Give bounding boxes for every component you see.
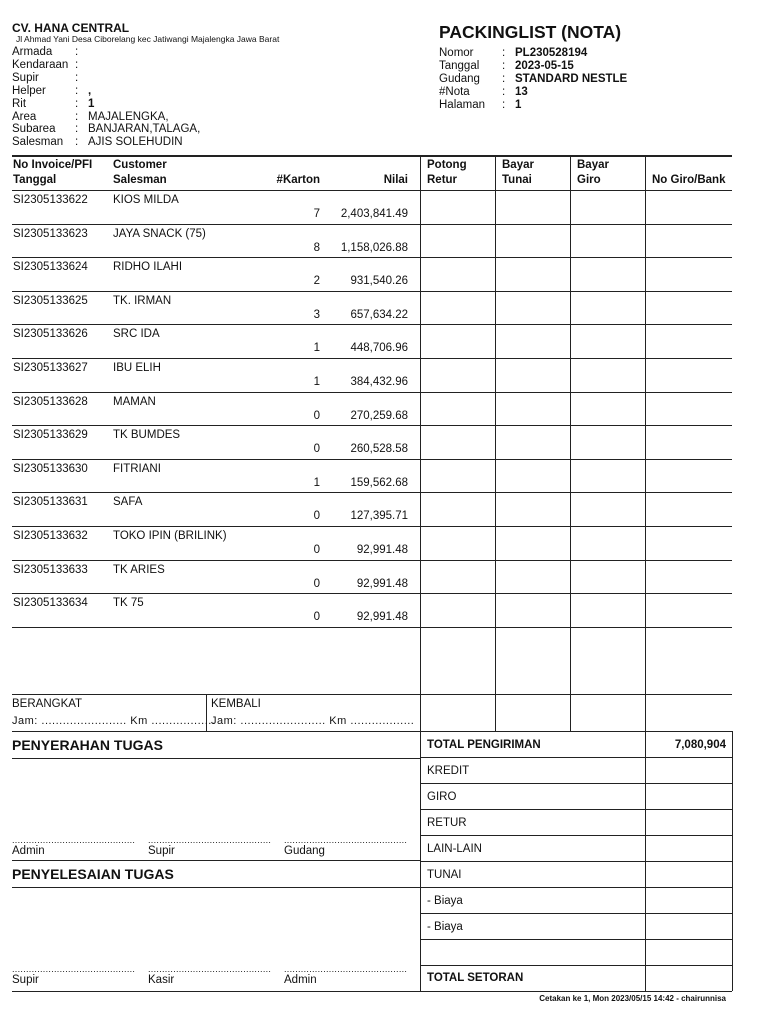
info-label: Subarea <box>12 123 56 136</box>
signature-label: Kasir <box>148 974 175 986</box>
trip-bottom-rule <box>12 731 732 732</box>
signature-line: ............................................ <box>148 964 272 974</box>
row-nilai: 2,403,841.49 <box>340 208 408 220</box>
header-nilai: Nilai <box>383 174 408 186</box>
signature-line: ............................................ <box>148 835 272 845</box>
penyelesaian-rule <box>12 887 420 888</box>
row-customer: MAMAN <box>113 395 156 408</box>
info-label: Armada <box>12 46 53 58</box>
doc-field-value: PL230528194 <box>515 47 588 59</box>
penyerahan-rule <box>12 758 420 759</box>
table-header-rule <box>12 190 732 191</box>
row-karton: 7 <box>313 208 320 220</box>
signature-label: Admin <box>284 974 317 986</box>
summary-item-rule <box>420 861 732 862</box>
total-setoran-label: TOTAL SETORAN <box>427 972 524 984</box>
info-colon: : <box>75 97 79 110</box>
column-divider <box>420 155 421 991</box>
row-nilai: 1,158,026.88 <box>340 241 408 254</box>
row-karton: 2 <box>313 275 320 288</box>
summary-rule <box>420 757 732 758</box>
summary-item-rule <box>420 939 732 940</box>
row-invoice: SI2305133634 <box>13 597 88 610</box>
row-customer: TK ARIES <box>113 563 165 576</box>
row-customer: IBU ELIH <box>113 362 161 374</box>
signature-line: ............................................ <box>12 964 136 974</box>
kembali-jam-km: Jam: ........................ Km .................. <box>211 715 415 727</box>
info-colon: : <box>75 123 79 136</box>
info-label: Salesman <box>12 136 64 149</box>
doc-field-colon: : <box>502 47 506 59</box>
row-karton: 0 <box>313 510 320 523</box>
header-bayar-giro: Bayar <box>577 159 609 171</box>
row-karton: 1 <box>313 376 320 388</box>
info-colon: : <box>75 84 79 97</box>
info-label: Kendaraan <box>12 58 69 71</box>
row-karton: 8 <box>313 241 320 254</box>
berangkat-label: BERANGKAT <box>12 698 83 710</box>
info-value: , <box>88 84 92 97</box>
header-retur: Retur <box>427 174 458 186</box>
row-invoice: SI2305133626 <box>13 328 88 341</box>
column-divider <box>570 155 571 731</box>
row-rule <box>12 224 732 225</box>
row-rule <box>12 358 732 359</box>
kembali-label: KEMBALI <box>211 698 261 710</box>
row-nilai: 657,634.22 <box>350 308 408 321</box>
print-footer: Cetakan ke 1, Mon 2023/05/15 14:42 - chairunnisa <box>539 994 726 1003</box>
summary-item-label: LAIN-LAIN <box>427 843 482 855</box>
row-customer: TOKO IPIN (BRILINK) <box>113 530 227 542</box>
row-customer: KIOS MILDA <box>113 194 179 206</box>
summary-right-border <box>732 731 733 991</box>
document-title: PACKINGLIST (NOTA) <box>439 22 622 42</box>
header-bayar-tunai: Bayar <box>502 159 534 171</box>
row-nilai: 448,706.96 <box>350 342 408 355</box>
row-nilai: 92,991.48 <box>356 577 408 590</box>
info-value: 1 <box>88 97 95 110</box>
header-invoice: No Invoice/PFI <box>13 159 93 171</box>
total-pengiriman-value: 7,080,904 <box>674 739 726 751</box>
info-colon: : <box>75 46 79 58</box>
company-name: CV. HANA CENTRAL <box>12 21 130 35</box>
header-salesman: Salesman <box>113 174 167 186</box>
row-invoice: SI2305133631 <box>13 496 88 509</box>
row-customer: FITRIANI <box>113 462 161 475</box>
signature-label: Supir <box>148 845 175 857</box>
info-colon: : <box>75 71 79 84</box>
row-karton: 0 <box>313 611 320 624</box>
row-karton: 0 <box>313 409 320 422</box>
row-nilai: 127,395.71 <box>350 510 408 523</box>
trip-top-rule <box>12 694 732 695</box>
row-nilai: 270,259.68 <box>350 409 408 422</box>
info-colon: : <box>75 110 79 123</box>
header-potong: Potong <box>427 159 467 171</box>
row-rule <box>12 324 732 325</box>
row-customer: TK BUMDES <box>113 429 181 442</box>
summary-item-rule <box>420 783 732 784</box>
row-karton: 0 <box>313 577 320 590</box>
row-invoice: SI2305133622 <box>13 194 88 206</box>
signature-label: Gudang <box>284 845 325 857</box>
row-rule <box>12 526 732 527</box>
row-nilai: 931,540.26 <box>350 275 408 288</box>
signature-line: ............................................ <box>12 835 136 845</box>
doc-field-colon: : <box>502 60 506 72</box>
row-rule <box>12 459 732 460</box>
row-nilai: 260,528.58 <box>350 443 408 456</box>
summary-item-label: TUNAI <box>427 869 462 881</box>
summary-item-rule <box>420 887 732 888</box>
row-invoice: SI2305133629 <box>13 429 88 442</box>
penyerahan-title: PENYERAHAN TUGAS <box>12 737 163 753</box>
column-divider <box>495 155 496 731</box>
row-rule <box>12 425 732 426</box>
info-value: AJIS SOLEHUDIN <box>88 136 183 149</box>
page-bottom-rule <box>12 991 732 992</box>
company-address: Jl Ahmad Yani Desa Ciborelang kec Jatiwangi Majalengka Jawa Barat <box>16 34 280 44</box>
info-label: Helper <box>12 84 46 97</box>
row-invoice: SI2305133625 <box>13 294 88 307</box>
doc-field-value: 1 <box>515 99 522 111</box>
row-invoice: SI2305133632 <box>13 530 88 542</box>
penyelesaian-title: PENYELESAIAN TUGAS <box>12 866 174 882</box>
doc-field-value: STANDARD NESTLE <box>515 73 628 85</box>
summary-item-label: - Biaya <box>427 921 463 933</box>
signature-label: Admin <box>12 845 45 857</box>
doc-field-label: Gudang <box>439 73 480 85</box>
doc-field-colon: : <box>502 73 506 85</box>
signature-label: Supir <box>12 974 39 986</box>
info-value: BANJARAN,TALAGA, <box>88 123 201 136</box>
signature-line: ............................................ <box>284 835 408 845</box>
header-giro: Giro <box>577 174 601 186</box>
row-karton: 1 <box>313 342 320 355</box>
row-invoice: SI2305133624 <box>13 261 88 274</box>
doc-field-value: 13 <box>515 86 528 98</box>
header-no-giro-bank: No Giro/Bank <box>652 174 726 186</box>
info-colon: : <box>75 136 79 149</box>
row-rule <box>12 627 732 628</box>
row-customer: SAFA <box>113 496 143 509</box>
signature-line: ............................................ <box>284 964 408 974</box>
doc-field-colon: : <box>502 86 506 98</box>
row-rule <box>12 392 732 393</box>
doc-field-label: #Nota <box>439 86 470 98</box>
summary-item-label: RETUR <box>427 817 467 829</box>
doc-field-label: Nomor <box>439 47 474 59</box>
doc-field-label: Tanggal <box>439 60 480 72</box>
row-invoice: SI2305133623 <box>13 227 88 240</box>
doc-field-value: 2023-05-15 <box>515 60 574 72</box>
row-nilai: 92,991.48 <box>356 544 408 556</box>
row-nilai: 92,991.48 <box>356 611 408 624</box>
info-colon: : <box>75 58 79 71</box>
row-invoice: SI2305133628 <box>13 395 88 408</box>
row-customer: TK. IRMAN <box>113 294 172 307</box>
row-rule <box>12 593 732 594</box>
header-customer: Customer <box>113 159 167 171</box>
header-karton: #Karton <box>276 174 320 186</box>
row-nilai: 384,432.96 <box>350 376 408 388</box>
row-invoice: SI2305133633 <box>13 563 88 576</box>
summary-item-rule <box>420 809 732 810</box>
summary-item-label: - Biaya <box>427 895 463 907</box>
info-label: Rit <box>12 97 27 110</box>
penyerahan-bottom-rule <box>12 860 420 861</box>
summary-item-rule <box>420 965 732 966</box>
row-customer: SRC IDA <box>113 328 160 341</box>
doc-field-label: Halaman <box>439 99 486 111</box>
total-pengiriman-label: TOTAL PENGIRIMAN <box>427 739 541 751</box>
doc-field-colon: : <box>502 99 506 111</box>
row-rule <box>12 257 732 258</box>
info-value: MAJALENGKA, <box>88 110 169 123</box>
row-karton: 3 <box>313 308 320 321</box>
row-customer: JAYA SNACK (75) <box>113 227 206 240</box>
header-tunai: Tunai <box>502 174 532 186</box>
row-customer: TK 75 <box>113 597 144 610</box>
summary-item-label: GIRO <box>427 791 457 803</box>
info-label: Supir <box>12 71 39 84</box>
row-karton: 1 <box>313 476 320 489</box>
summary-item-rule <box>420 835 732 836</box>
row-karton: 0 <box>313 443 320 456</box>
header-tanggal: Tanggal <box>13 174 57 186</box>
row-rule <box>12 492 732 493</box>
row-karton: 0 <box>313 544 320 556</box>
row-invoice: SI2305133630 <box>13 462 88 475</box>
info-label: Area <box>12 110 37 123</box>
row-customer: RIDHO ILAHI <box>113 261 183 274</box>
row-nilai: 159,562.68 <box>350 476 408 489</box>
row-rule <box>12 560 732 561</box>
summary-item-rule <box>420 913 732 914</box>
berangkat-jam-km: Jam: ........................ Km .................. <box>12 715 216 727</box>
column-divider <box>645 155 646 991</box>
row-rule <box>12 291 732 292</box>
summary-item-label: KREDIT <box>427 765 470 777</box>
table-top-rule <box>12 155 732 157</box>
row-invoice: SI2305133627 <box>13 362 88 374</box>
